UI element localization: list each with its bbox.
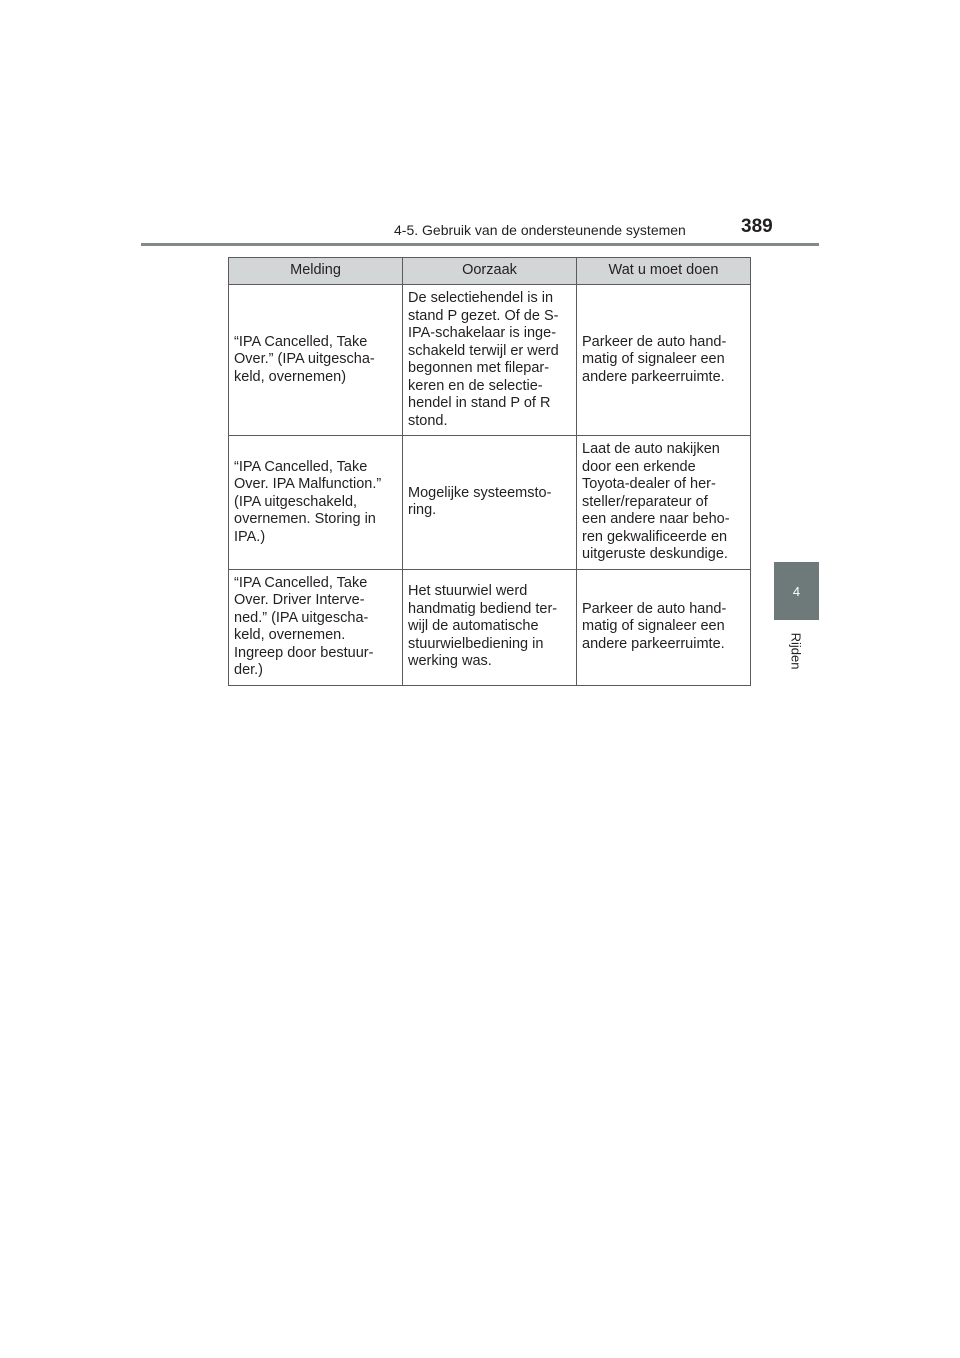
melding-text: “IPA Cancelled, Take Over. IPA Malfunction.” (IPA uitgeschakeld, overnemen. Storing in IPA.) bbox=[234, 458, 382, 545]
actie-text: Parkeer de auto hand- matig of signaleer een andere parkeerruimte. bbox=[582, 333, 727, 385]
chapter-label: Rijden bbox=[788, 632, 804, 670]
melding-text: “IPA Cancelled, Take Over. Driver Interve- ned.” (IPA uitgescha- keld, overnemen. Ingreep door bestuur- der.) bbox=[234, 574, 374, 678]
table-row bbox=[229, 285, 751, 436]
melding-cell bbox=[229, 569, 403, 685]
message-table bbox=[228, 257, 751, 686]
actie-cell bbox=[577, 569, 751, 685]
page-number: 389 bbox=[741, 216, 773, 237]
chapter-tab bbox=[774, 562, 819, 620]
oorzaak-text: Mogelijke systeemsto- ring. bbox=[408, 484, 552, 519]
table-header-row bbox=[229, 258, 751, 285]
oorzaak-cell bbox=[403, 285, 577, 436]
table-row bbox=[229, 436, 751, 570]
oorzaak-text: Het stuurwiel werd handmatig bediend ter- wijl de automatische stuurwielbediening in werking was. bbox=[408, 583, 558, 670]
column-header-oorzaak: Oorzaak bbox=[403, 258, 577, 285]
melding-text: “IPA Cancelled, Take Over.” (IPA uitgescha- keld, overnemen) bbox=[234, 333, 375, 385]
oorzaak-cell bbox=[403, 569, 577, 685]
column-header-melding: Melding bbox=[229, 258, 403, 285]
melding-cell bbox=[229, 285, 403, 436]
actie-cell bbox=[577, 285, 751, 436]
table-row bbox=[229, 569, 751, 685]
oorzaak-text: De selectiehendel is in stand P gezet. Of de S- IPA-schakelaar is inge- schakeld terwijl er werd begonnen met filepar- keren en de selectie- hendel in stand P of R stond. bbox=[408, 290, 559, 429]
actie-cell bbox=[577, 436, 751, 570]
header-divider bbox=[141, 243, 819, 246]
column-header-actie: Wat u moet doen bbox=[577, 258, 751, 285]
oorzaak-cell bbox=[403, 436, 577, 570]
section-title: 4-5. Gebruik van de ondersteunende systemen bbox=[394, 222, 686, 238]
chapter-number: 4 bbox=[792, 583, 801, 599]
melding-cell bbox=[229, 436, 403, 570]
actie-text: Parkeer de auto hand- matig of signaleer een andere parkeerruimte. bbox=[582, 600, 727, 652]
actie-text: Laat de auto nakijken door een erkende Toyota-dealer of her- steller/reparateur of een andere naar beho- ren gekwalificeerde en uitgeruste deskundige. bbox=[582, 441, 730, 562]
